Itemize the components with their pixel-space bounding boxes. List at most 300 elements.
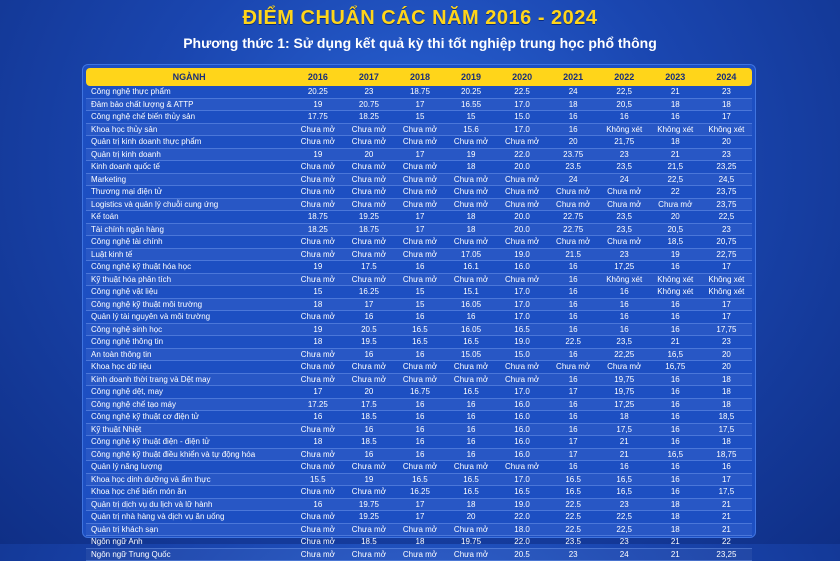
major-name-cell: Quản trị kinh doanh thực phẩm — [86, 136, 292, 149]
score-cell: 17 — [701, 311, 752, 324]
major-name-cell: Công nghệ kỹ thuật hóa học — [86, 261, 292, 274]
score-cell: Chưa mở — [445, 548, 496, 561]
score-cell: 22.0 — [497, 511, 548, 524]
score-cell: 16.5 — [445, 386, 496, 399]
score-cell: Chưa mở — [394, 173, 445, 186]
score-cell: 16 — [445, 436, 496, 449]
score-cell: 15 — [394, 111, 445, 124]
score-cell: 19 — [292, 323, 343, 336]
score-cell: Chưa mở — [292, 311, 343, 324]
score-cell: Chưa mở — [497, 236, 548, 249]
score-cell: Không xét — [701, 286, 752, 299]
score-cell: 16 — [343, 448, 394, 461]
score-cell: 17.0 — [497, 123, 548, 136]
score-cell: 22,5 — [599, 86, 650, 98]
score-cell: Chưa mở — [292, 486, 343, 499]
major-name-cell: Công nghệ kỹ thuật điều khiển và tự động hóa — [86, 448, 292, 461]
major-name-cell: Kỹ thuật hóa phân tích — [86, 273, 292, 286]
page-subtitle: Phương thức 1: Sử dụng kết quả kỳ thi tốt nghiệp trung học phổ thông — [183, 35, 657, 51]
table-row — [86, 448, 752, 461]
score-cell: Chưa mở — [343, 173, 394, 186]
score-cell: 15.1 — [445, 286, 496, 299]
score-cell: 21 — [701, 511, 752, 524]
score-cell: 16 — [548, 273, 599, 286]
score-cell: 22.0 — [497, 148, 548, 161]
score-cell: 16 — [394, 348, 445, 361]
score-cell: 20.5 — [343, 323, 394, 336]
score-cell: 23,25 — [701, 161, 752, 174]
page-title: ĐIỂM CHUẨN CÁC NĂM 2016 - 2024 — [242, 7, 598, 29]
score-cell: 16 — [701, 461, 752, 474]
score-cell: 16 — [650, 486, 701, 499]
score-cell: 23 — [343, 86, 394, 98]
table-row — [86, 373, 752, 386]
score-cell: 16.5 — [394, 473, 445, 486]
score-cell: 16 — [548, 323, 599, 336]
score-cell: Chưa mở — [445, 186, 496, 199]
score-cell: Chưa mở — [343, 373, 394, 386]
score-cell: 15.05 — [445, 348, 496, 361]
score-cell: 17 — [701, 473, 752, 486]
score-cell: Chưa mở — [394, 361, 445, 374]
table-row — [86, 236, 752, 249]
score-cell: 18 — [292, 436, 343, 449]
major-name-cell: Công nghệ kỹ thuật môi trường — [86, 298, 292, 311]
table-row — [86, 523, 752, 536]
table-row — [86, 123, 752, 136]
table-row — [86, 398, 752, 411]
score-cell: 18 — [650, 498, 701, 511]
score-cell: 16 — [650, 373, 701, 386]
major-name-cell: Khoa học chế biến món ăn — [86, 486, 292, 499]
score-cell: Chưa mở — [497, 373, 548, 386]
score-cell: Chưa mở — [292, 161, 343, 174]
score-cell: 23,75 — [701, 198, 752, 211]
score-cell: Chưa mở — [343, 523, 394, 536]
score-cell: Chưa mở — [394, 461, 445, 474]
major-name-cell: Công nghệ kỹ thuật điện - điện tử — [86, 436, 292, 449]
score-cell: 19 — [343, 473, 394, 486]
score-cell: Chưa mở — [292, 423, 343, 436]
score-cell: Chưa mở — [599, 361, 650, 374]
table-row — [86, 548, 752, 561]
score-cell: Chưa mở — [445, 136, 496, 149]
score-cell: 24 — [548, 86, 599, 98]
score-cell: 23 — [701, 336, 752, 349]
score-table-panel — [82, 64, 756, 559]
score-cell: 23,5 — [599, 211, 650, 224]
table-row — [86, 186, 752, 199]
score-cell: 22.5 — [497, 86, 548, 98]
score-cell: 18 — [445, 498, 496, 511]
score-cell: 22,5 — [599, 523, 650, 536]
score-cell: 16.5 — [445, 486, 496, 499]
score-cell: 16 — [548, 398, 599, 411]
score-cell: 18 — [701, 398, 752, 411]
score-cell: 22.5 — [548, 498, 599, 511]
score-cell: Chưa mở — [497, 461, 548, 474]
major-name-cell: Thương mại điện tử — [86, 186, 292, 199]
score-cell: 21 — [650, 536, 701, 549]
major-name-cell: Quản trị nhà hàng và dịch vụ ăn uống — [86, 511, 292, 524]
major-name-cell: Công nghệ chế biến thủy sản — [86, 111, 292, 124]
score-cell: Chưa mở — [599, 198, 650, 211]
score-cell: 17 — [394, 211, 445, 224]
major-name-cell: Đảm bảo chất lượng & ATTP — [86, 98, 292, 111]
major-name-cell: Tài chính ngân hàng — [86, 223, 292, 236]
table-row — [86, 336, 752, 349]
score-cell: 17.0 — [497, 473, 548, 486]
score-cell: Không xét — [650, 123, 701, 136]
score-cell: 18,75 — [701, 448, 752, 461]
score-cell: 23.75 — [548, 148, 599, 161]
table-row — [86, 98, 752, 111]
score-cell: 20,5 — [599, 98, 650, 111]
table-row — [86, 348, 752, 361]
score-cell: 16 — [548, 411, 599, 424]
score-cell: 22,5 — [701, 211, 752, 224]
table-row — [86, 86, 752, 98]
score-cell: 17,5 — [701, 486, 752, 499]
score-cell: Chưa mở — [292, 361, 343, 374]
score-cell: Chưa mở — [292, 523, 343, 536]
score-cell: 18.5 — [343, 536, 394, 549]
score-cell: 16,5 — [599, 486, 650, 499]
major-name-cell: Ngôn ngữ Anh — [86, 536, 292, 549]
column-header-major: NGÀNH — [172, 72, 206, 82]
score-cell: Chưa mở — [292, 186, 343, 199]
major-name-cell: Kỹ thuật Nhiệt — [86, 423, 292, 436]
score-cell: 19.0 — [497, 498, 548, 511]
score-cell: 20.5 — [497, 548, 548, 561]
score-cell: 20,5 — [650, 223, 701, 236]
score-cell: 19 — [445, 148, 496, 161]
score-cell: 18 — [701, 373, 752, 386]
score-cell: 19.75 — [343, 498, 394, 511]
score-cell: 15 — [292, 286, 343, 299]
score-cell: 16 — [650, 436, 701, 449]
score-cell: 24,5 — [701, 173, 752, 186]
score-cell: Chưa mở — [394, 523, 445, 536]
score-cell: 16 — [650, 411, 701, 424]
score-cell: 17.75 — [292, 111, 343, 124]
table-row — [86, 273, 752, 286]
score-cell: 22,25 — [599, 348, 650, 361]
score-cell: 16.05 — [445, 298, 496, 311]
score-cell: 24 — [548, 173, 599, 186]
score-cell: Chưa mở — [343, 161, 394, 174]
score-cell: 17 — [548, 386, 599, 399]
table-row — [86, 173, 752, 186]
score-cell: 16 — [599, 461, 650, 474]
score-cell: 16.0 — [497, 436, 548, 449]
score-cell: 17.0 — [497, 386, 548, 399]
score-cell: 16 — [650, 323, 701, 336]
score-cell: 17.5 — [343, 261, 394, 274]
score-cell: 16.0 — [497, 423, 548, 436]
major-name-cell: Khoa học dinh dưỡng và ẩm thực — [86, 473, 292, 486]
score-cell: 17 — [701, 298, 752, 311]
score-cell: Chưa mở — [497, 186, 548, 199]
score-cell: 17 — [394, 98, 445, 111]
score-cell: Chưa mở — [292, 448, 343, 461]
score-cell: 23 — [701, 86, 752, 98]
table-row — [86, 498, 752, 511]
score-cell: Chưa mở — [394, 198, 445, 211]
score-cell: 20 — [548, 136, 599, 149]
score-cell: Chưa mở — [445, 523, 496, 536]
major-name-cell: Logistics và quản lý chuỗi cung ứng — [86, 198, 292, 211]
table-row — [86, 536, 752, 549]
score-cell: 16,5 — [650, 348, 701, 361]
score-cell: 19.5 — [343, 336, 394, 349]
table-row — [86, 411, 752, 424]
major-name-cell: An toàn thông tin — [86, 348, 292, 361]
score-cell: 19.0 — [497, 248, 548, 261]
table-row — [86, 261, 752, 274]
column-header-year: 2017 — [358, 72, 379, 82]
score-cell: Chưa mở — [343, 186, 394, 199]
score-cell: 23,75 — [701, 186, 752, 199]
score-cell: 17 — [548, 436, 599, 449]
score-cell: 16 — [548, 298, 599, 311]
score-cell: Chưa mở — [445, 173, 496, 186]
score-cell: 20 — [650, 211, 701, 224]
score-cell: 15.0 — [497, 111, 548, 124]
score-cell: 19,75 — [599, 373, 650, 386]
major-name-cell: Công nghệ vật liệu — [86, 286, 292, 299]
score-cell: Chưa mở — [292, 348, 343, 361]
column-header-year: 2024 — [716, 72, 737, 82]
score-cell: 18,5 — [701, 411, 752, 424]
score-cell: 16.5 — [445, 473, 496, 486]
score-cell: 20 — [701, 348, 752, 361]
score-cell: 16 — [599, 323, 650, 336]
score-cell: 19.25 — [343, 211, 394, 224]
score-cell: Chưa mở — [394, 373, 445, 386]
score-cell: 18 — [701, 386, 752, 399]
score-cell: Chưa mở — [599, 236, 650, 249]
score-cell: Chưa mở — [394, 248, 445, 261]
score-cell: 19 — [292, 148, 343, 161]
table-row — [86, 211, 752, 224]
score-cell: 17.0 — [497, 98, 548, 111]
table-row — [86, 136, 752, 149]
score-cell: Chưa mở — [394, 123, 445, 136]
score-cell: 17.25 — [292, 398, 343, 411]
table-row — [86, 386, 752, 399]
score-cell: 16 — [548, 311, 599, 324]
score-cell: 20 — [701, 136, 752, 149]
table-header-row — [86, 68, 752, 86]
score-cell: Chưa mở — [445, 361, 496, 374]
score-cell: 16 — [394, 398, 445, 411]
score-cell: Không xét — [650, 286, 701, 299]
score-cell: 16.55 — [445, 98, 496, 111]
score-cell: 21 — [650, 336, 701, 349]
score-cell: 16 — [394, 411, 445, 424]
score-cell: 22,5 — [650, 173, 701, 186]
major-name-cell: Công nghệ chế tạo máy — [86, 398, 292, 411]
score-cell: 17 — [701, 261, 752, 274]
score-cell: 16,5 — [599, 473, 650, 486]
table-row — [86, 198, 752, 211]
score-cell: 16.25 — [394, 486, 445, 499]
score-cell: 18.25 — [343, 111, 394, 124]
score-cell: 17,5 — [599, 423, 650, 436]
score-cell: 16.5 — [497, 486, 548, 499]
score-cell: 17.0 — [497, 311, 548, 324]
table-row — [86, 461, 752, 474]
score-cell: 16 — [548, 111, 599, 124]
score-cell: 18 — [650, 136, 701, 149]
score-cell: Chưa mở — [292, 136, 343, 149]
score-cell: 16.0 — [497, 411, 548, 424]
score-cell: Chưa mở — [497, 173, 548, 186]
score-cell: 16 — [650, 398, 701, 411]
score-cell: 19.0 — [497, 336, 548, 349]
score-cell: 21 — [650, 86, 701, 98]
score-cell: 18 — [599, 411, 650, 424]
score-cell: 15 — [394, 286, 445, 299]
score-cell: Chưa mở — [445, 461, 496, 474]
major-name-cell: Ngôn ngữ Trung Quốc — [86, 548, 292, 561]
score-cell: Chưa mở — [343, 248, 394, 261]
score-cell: 18 — [445, 161, 496, 174]
major-name-cell: Kế toán — [86, 211, 292, 224]
score-cell: 19 — [292, 261, 343, 274]
score-cell: 16 — [445, 311, 496, 324]
score-cell: Chưa mở — [650, 198, 701, 211]
score-cell: Chưa mở — [343, 236, 394, 249]
score-cell: 16 — [343, 311, 394, 324]
score-cell: Chưa mở — [445, 273, 496, 286]
score-cell: Chưa mở — [292, 123, 343, 136]
table-row — [86, 436, 752, 449]
score-cell: 16 — [599, 286, 650, 299]
score-cell: 16 — [650, 473, 701, 486]
major-name-cell: Quản lý tài nguyên và môi trường — [86, 311, 292, 324]
score-cell: 15.6 — [445, 123, 496, 136]
score-cell: 21,75 — [599, 136, 650, 149]
major-name-cell: Khoa học thủy sản — [86, 123, 292, 136]
score-cell: 23.5 — [548, 536, 599, 549]
score-cell: 16.0 — [497, 448, 548, 461]
score-cell: 18 — [650, 98, 701, 111]
column-header-year: 2022 — [614, 72, 635, 82]
score-cell: 16 — [650, 461, 701, 474]
score-cell: 17 — [548, 448, 599, 461]
column-header-year: 2016 — [307, 72, 328, 82]
score-cell: 17.0 — [497, 298, 548, 311]
score-cell: 22.75 — [548, 211, 599, 224]
score-cell: 17 — [394, 148, 445, 161]
major-name-cell: Marketing — [86, 173, 292, 186]
score-cell: 16 — [445, 411, 496, 424]
score-cell: 18 — [701, 436, 752, 449]
score-cell: Chưa mở — [548, 186, 599, 199]
score-cell: 16 — [548, 261, 599, 274]
major-name-cell: Luật kinh tế — [86, 248, 292, 261]
score-cell: 16 — [548, 423, 599, 436]
column-header-year: 2019 — [461, 72, 482, 82]
table-row — [86, 223, 752, 236]
score-cell: 19.25 — [343, 511, 394, 524]
table-row — [86, 248, 752, 261]
major-name-cell: Quản trị kinh doanh — [86, 148, 292, 161]
score-cell: 20.0 — [497, 211, 548, 224]
score-cell: Chưa mở — [394, 136, 445, 149]
score-cell: 23 — [701, 223, 752, 236]
score-cell: 15 — [394, 298, 445, 311]
score-cell: Chưa mở — [292, 173, 343, 186]
score-cell: 17 — [343, 298, 394, 311]
column-header-year: 2018 — [409, 72, 430, 82]
score-cell: Không xét — [650, 273, 701, 286]
score-cell: 18 — [394, 536, 445, 549]
score-cell: 23 — [701, 148, 752, 161]
score-cell: Chưa mở — [292, 248, 343, 261]
score-cell: 18 — [650, 523, 701, 536]
score-cell: 22,5 — [599, 511, 650, 524]
score-cell: Chưa mở — [343, 198, 394, 211]
score-cell: 16 — [548, 286, 599, 299]
score-cell: Chưa mở — [343, 273, 394, 286]
score-cell: 16.5 — [548, 486, 599, 499]
major-name-cell: Công nghệ thông tin — [86, 336, 292, 349]
score-cell: 16,75 — [650, 361, 701, 374]
score-cell: Chưa mở — [343, 486, 394, 499]
score-cell: 17.0 — [497, 286, 548, 299]
score-cell: Chưa mở — [394, 186, 445, 199]
score-cell: 16.05 — [445, 323, 496, 336]
score-cell: Chưa mở — [292, 198, 343, 211]
table-row — [86, 161, 752, 174]
score-cell: 17.05 — [445, 248, 496, 261]
score-cell: 16 — [394, 448, 445, 461]
score-cell: 18.5 — [343, 436, 394, 449]
major-name-cell: Quản trị khách sạn — [86, 523, 292, 536]
score-cell: 17,5 — [701, 423, 752, 436]
score-cell: 22,75 — [701, 248, 752, 261]
score-cell: 16 — [343, 423, 394, 436]
score-cell: 16.0 — [497, 261, 548, 274]
major-name-cell: Công nghệ thực phẩm — [86, 86, 292, 98]
score-cell: Chưa mở — [292, 273, 343, 286]
score-cell: Chưa mở — [548, 198, 599, 211]
score-cell: 16.25 — [343, 286, 394, 299]
score-cell: 20 — [701, 361, 752, 374]
score-cell: 23,25 — [701, 548, 752, 561]
score-cell: 18.25 — [292, 223, 343, 236]
score-cell: 22 — [701, 536, 752, 549]
score-cell: 20.0 — [497, 223, 548, 236]
score-cell: 18.75 — [343, 223, 394, 236]
score-cell: 21 — [650, 148, 701, 161]
major-name-cell: Quản trị dịch vụ du lịch và lữ hành — [86, 498, 292, 511]
score-cell: 22.5 — [548, 336, 599, 349]
score-cell: 16.5 — [394, 336, 445, 349]
score-cell: 16 — [599, 298, 650, 311]
score-cell: 19 — [650, 248, 701, 261]
score-cell: 23,5 — [599, 223, 650, 236]
score-cell: Chưa mở — [394, 161, 445, 174]
score-cell: Chưa mở — [445, 373, 496, 386]
table-row — [86, 111, 752, 124]
score-cell: 17.5 — [343, 398, 394, 411]
score-cell: Chưa mở — [292, 236, 343, 249]
column-header-year: 2023 — [665, 72, 686, 82]
